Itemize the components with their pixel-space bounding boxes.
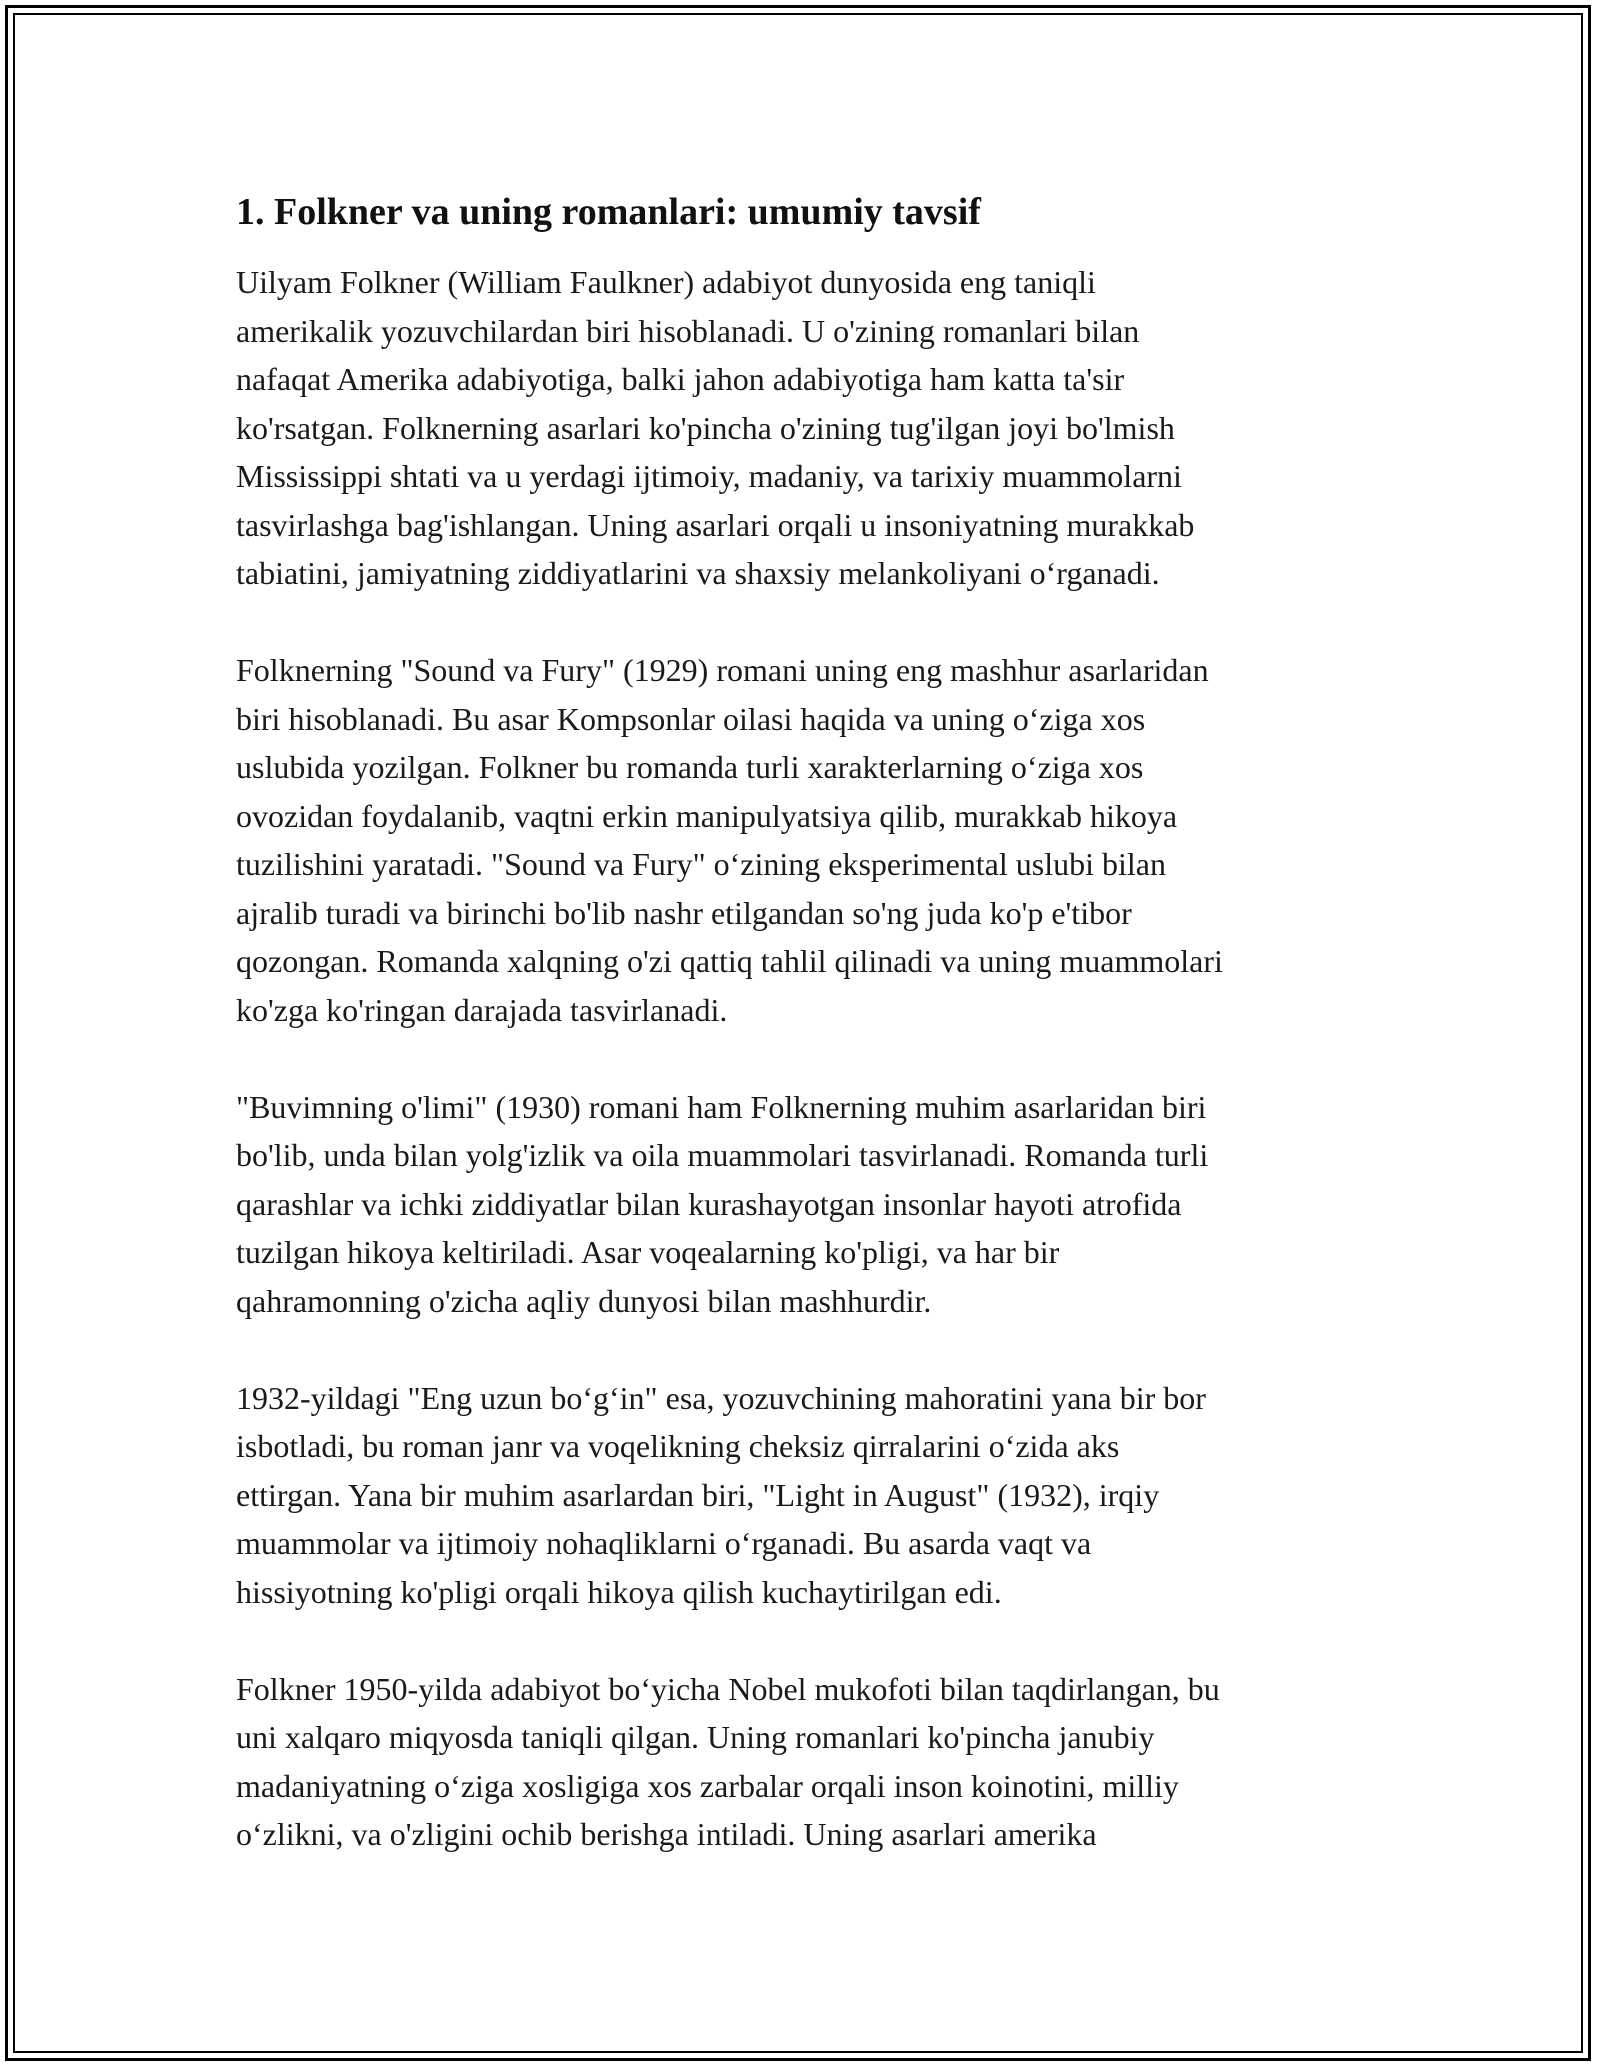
- paragraph-line: Folkner 1950-yilda adabiyot bo‘yicha Nobel mukofoti bilan taqdirlangan, bu: [236, 1670, 1220, 1707]
- paragraph-line: ovozidan foydalanib, vaqtni erkin manipulyatsiya qilib, murakkab hikoya: [236, 797, 1178, 834]
- paragraph-line: ettirgan. Yana bir muhim asarlardan biri, "Light in August" (1932), irqiy: [236, 1476, 1160, 1513]
- paragraph-line: tuzilishini yaratadi. "Sound va Fury" o‘zining eksperimental uslubi bilan: [236, 846, 1166, 882]
- paragraph-line: madaniyatning o‘ziga xosligiga xos zarbalar orqali inson koinotini, milliy: [236, 1767, 1179, 1804]
- paragraph-line: hissiyotning ko'pligi orqali hikoya qilish kuchaytirilgan edi.: [236, 1573, 1002, 1610]
- paragraph-1: [236, 258, 1376, 598]
- paragraph-line: amerikalik yozuvchilardan biri hisoblanadi. U o'zining romanlari bilan: [236, 312, 1140, 349]
- paragraph-line: uni xalqaro miqyosda taniqli qilgan. Uning romanlari ko'pincha janubiy: [236, 1719, 1155, 1755]
- paragraph-line: Folknerning "Sound va Fury" (1929) romani uning eng mashhur asarlaridan: [236, 652, 1209, 688]
- paragraph-line: Mississippi shtati va u yerdagi ijtimoiy, madaniy, va tarixiy muammolarni: [236, 458, 1182, 494]
- paragraph-line: uslubida yozilgan. Folkner bu romanda turli xarakterlarning o‘ziga xos: [236, 749, 1144, 785]
- paragraph-line: 1932-yildagi "Eng uzun bo‘g‘in" esa, yozuvchining mahoratini yana bir bor: [236, 1379, 1206, 1416]
- paragraph-line: Uilyam Folkner (William Faulkner) adabiyot dunyosida eng taniqli: [236, 264, 1096, 300]
- paragraph-line: nafaqat Amerika adabiyotiga, balki jahon adabiyotiga ham katta ta'sir: [236, 361, 1125, 397]
- paragraph-line: ajralib turadi va birinchi bo'lib nashr etilgandan so'ng juda ko'p e'tibor: [236, 894, 1132, 931]
- paragraph-2: [236, 646, 1376, 1034]
- paragraph-line: isbotladi, bu roman janr va voqelikning cheksiz qirralarini o‘zida aks: [236, 1428, 1120, 1464]
- section-heading: 1. Folkner va uning romanlari: umumiy tavsif: [236, 191, 981, 233]
- paragraph-line: qahramonning o'zicha aqliy dunyosi bilan mashhurdir.: [236, 1282, 932, 1319]
- paragraph-line: o‘zlikni, va o'zligini ochib berishga intiladi. Uning asarlari amerika: [236, 1816, 1097, 1852]
- paragraph-5: [236, 1665, 1376, 1859]
- paragraph-line: tasvirlashga bag'ishlangan. Uning asarlari orqali u insoniyatning murakkab: [236, 506, 1195, 543]
- paragraph-4: [236, 1374, 1376, 1617]
- document-body: [236, 188, 1376, 1907]
- paragraph-line: ko'rsatgan. Folknerning asarlari ko'pincha o'zining tug'ilgan joyi bo'lmish: [236, 409, 1175, 446]
- paragraph-line: "Buvimning o'limi" (1930) romani ham Folknerning muhim asarlaridan biri: [236, 1088, 1207, 1125]
- paragraph-line: tuzilgan hikoya keltiriladi. Asar voqealarning ko'pligi, va har bir: [236, 1234, 1060, 1270]
- paragraph-line: ko'zga ko'ringan darajada tasvirlanadi.: [236, 991, 728, 1028]
- paragraph-line: biri hisoblanadi. Bu asar Kompsonlar oilasi haqida va uning o‘ziga xos: [236, 700, 1146, 737]
- paragraph-line: qozongan. Romanda xalqning o'zi qattiq tahlil qilinadi va uning muammolari: [236, 943, 1223, 979]
- paragraph-line: qarashlar va ichki ziddiyatlar bilan kurashayotgan insonlar hayoti atrofida: [236, 1185, 1182, 1222]
- paragraph-line: tabiatini, jamiyatning ziddiyatlarini va shaxsiy melankoliyani o‘rganadi.: [236, 555, 1160, 591]
- paragraph-3: [236, 1083, 1376, 1326]
- paragraph-line: bo'lib, unda bilan yolg'izlik va oila muammolari tasvirlanadi. Romanda turli: [236, 1137, 1209, 1173]
- paragraph-line: muammolar va ijtimoiy nohaqliklarni o‘rganadi. Bu asarda vaqt va: [236, 1525, 1092, 1561]
